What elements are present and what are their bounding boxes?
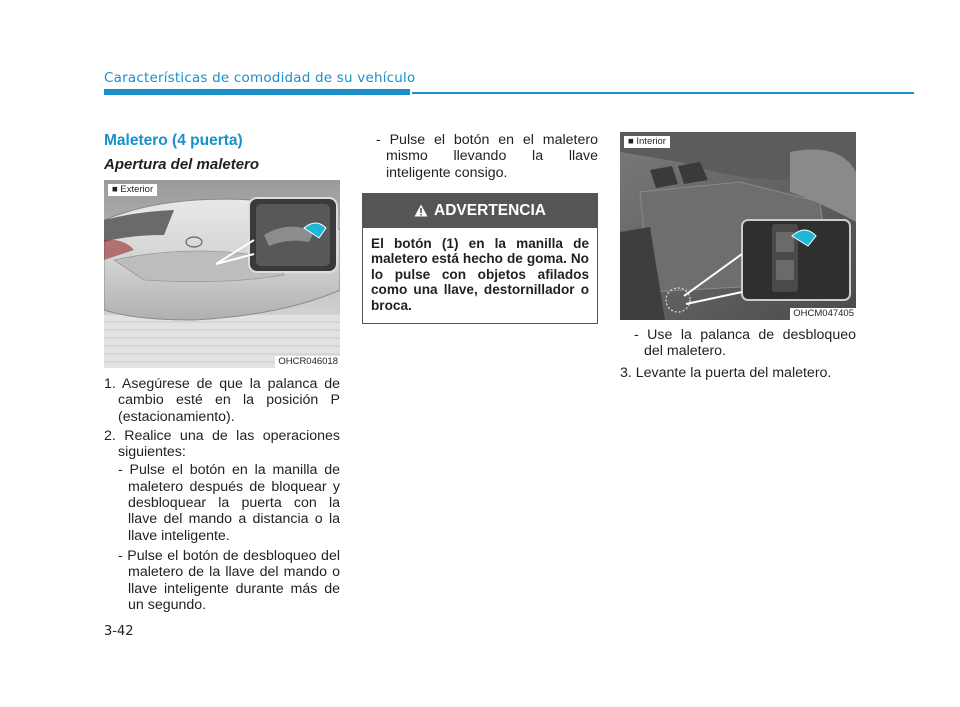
figure-tag: ■ Exterior	[108, 184, 157, 196]
warning-triangle-icon	[414, 204, 428, 217]
step-2-option-c: - Pulse el botón en el maletero mismo llevando la llave inteligente consigo.	[376, 132, 598, 181]
column-left	[104, 132, 340, 613]
figure-code: OHCR046018	[275, 356, 340, 368]
step-1: 1. Asegúrese de que la palanca de cambio esté en la posición P (estacionamiento).	[104, 376, 340, 425]
release-lever-option: - Use la palanca de desbloqueo del maletero.	[634, 327, 856, 360]
interior-floor-illustration	[620, 132, 856, 320]
page-number: 3-42	[104, 624, 134, 639]
step-2-option-b: - Pulse el botón de desbloqueo del maletero de la llave del mando o llave inteligente durante más de un segundo.	[118, 547, 340, 613]
warning-title: ADVERTENCIA	[434, 201, 546, 219]
step-3: 3. Levante la puerta del maletero.	[620, 364, 832, 381]
figure-tag: ■ Interior	[624, 136, 670, 148]
car-rear-illustration	[104, 180, 340, 368]
header-rule	[412, 92, 914, 94]
exterior-trunk-figure	[104, 180, 340, 368]
step-2-option-a: - Pulse el botón en la manilla de maletero después de bloquear y desbloquear la puerta con la llave del mando a distancia o la llave inteligente.	[118, 462, 340, 544]
warning-box	[362, 193, 598, 324]
header-bar	[104, 89, 410, 95]
section-title: Maletero (4 puerta)	[104, 132, 243, 149]
page-header-title: Características de comodidad de su vehículo	[104, 70, 416, 86]
warning-text: El botón (1) en la manilla de maletero está hecho de goma. No lo pulse con objetos afilados como una llave, destornillador o broca.	[371, 235, 589, 313]
subsection-title: Apertura del maletero	[104, 156, 260, 173]
column-middle	[362, 132, 598, 324]
column-right	[620, 132, 856, 381]
interior-release-figure	[620, 132, 856, 320]
step-2: 2. Realice una de las operaciones siguientes:	[104, 427, 340, 461]
figure-code: OHCM047405	[790, 308, 856, 320]
warning-header	[363, 194, 597, 228]
